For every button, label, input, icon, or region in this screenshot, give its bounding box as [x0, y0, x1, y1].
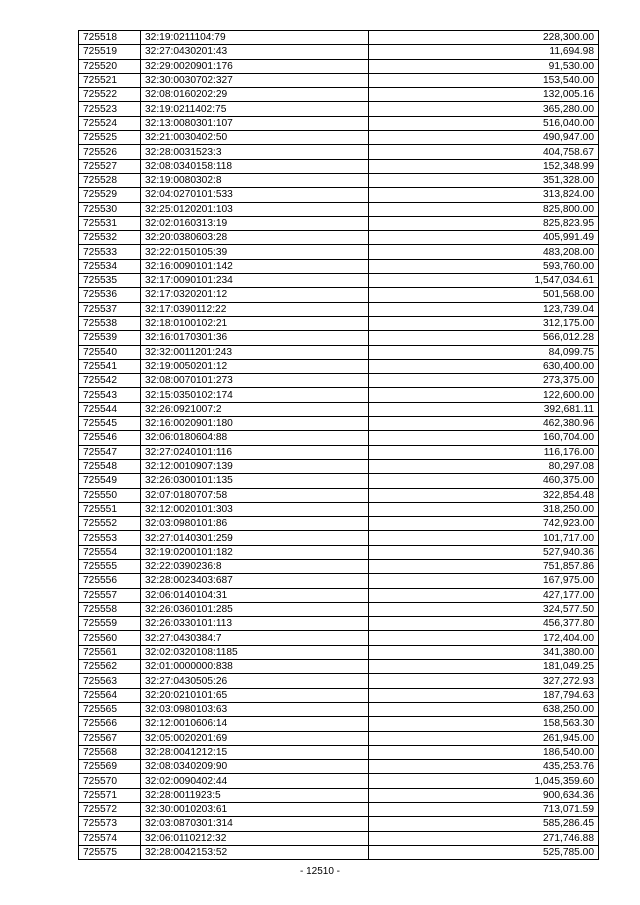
table-row: [79, 259, 599, 273]
cadastral-number-cell: 32:02:0320108:1185: [141, 645, 369, 659]
cadastral-number-cell: 32:28:0042153:52: [141, 845, 369, 859]
row-id-cell: 725530: [79, 202, 141, 216]
cadastral-number-cell: 32:25:0120201:103: [141, 202, 369, 216]
amount-cell: 11,694.98: [369, 45, 599, 59]
row-id-cell: 725533: [79, 245, 141, 259]
table-row: [79, 788, 599, 802]
page-number: - 12510 -: [299, 866, 341, 877]
row-id-cell: 725567: [79, 731, 141, 745]
table-row: [79, 88, 599, 102]
cadastral-number-cell: 32:12:0010606:14: [141, 717, 369, 731]
table-row: [79, 660, 599, 674]
table-row: [79, 359, 599, 373]
cadastral-number-cell: 32:01:0000000:838: [141, 660, 369, 674]
amount-cell: 460,375.00: [369, 474, 599, 488]
amount-cell: 318,250.00: [369, 502, 599, 516]
amount-cell: 566,012.28: [369, 331, 599, 345]
amount-cell: 435,253.76: [369, 760, 599, 774]
table-row: [79, 173, 599, 187]
cadastral-number-cell: 32:12:0010907:139: [141, 459, 369, 473]
row-id-cell: 725531: [79, 216, 141, 230]
row-id-cell: 725570: [79, 774, 141, 788]
amount-cell: 341,380.00: [369, 645, 599, 659]
amount-cell: 167,975.00: [369, 574, 599, 588]
table-row: [79, 717, 599, 731]
cadastral-number-cell: 32:27:0240101:116: [141, 445, 369, 459]
amount-cell: 501,568.00: [369, 288, 599, 302]
cadastral-number-cell: 32:15:0350102:174: [141, 388, 369, 402]
table-row: [79, 417, 599, 431]
amount-cell: 84,099.75: [369, 345, 599, 359]
cadastral-number-cell: 32:28:0023403:687: [141, 574, 369, 588]
table-row: [79, 216, 599, 230]
cadastral-number-cell: 32:28:0031523:3: [141, 145, 369, 159]
row-id-cell: 725568: [79, 745, 141, 759]
amount-cell: 392,681.11: [369, 402, 599, 416]
cadastral-number-cell: 32:19:0211104:79: [141, 31, 369, 45]
cadastral-number-cell: 32:27:0430201:43: [141, 45, 369, 59]
table-row: [79, 159, 599, 173]
row-id-cell: 725545: [79, 417, 141, 431]
table-row: [79, 102, 599, 116]
row-id-cell: 725532: [79, 231, 141, 245]
cadastral-number-cell: 32:27:0430505:26: [141, 674, 369, 688]
amount-cell: 186,540.00: [369, 745, 599, 759]
table-row: [79, 688, 599, 702]
amount-cell: 158,563.30: [369, 717, 599, 731]
row-id-cell: 725564: [79, 688, 141, 702]
amount-cell: 172,404.00: [369, 631, 599, 645]
cadastral-number-cell: 32:16:0170301:36: [141, 331, 369, 345]
cadastral-number-cell: 32:17:0320201:12: [141, 288, 369, 302]
row-id-cell: 725527: [79, 159, 141, 173]
row-id-cell: 725553: [79, 531, 141, 545]
row-id-cell: 725555: [79, 559, 141, 573]
amount-cell: 525,785.00: [369, 845, 599, 859]
amount-cell: 160,704.00: [369, 431, 599, 445]
table-row: [79, 302, 599, 316]
amount-cell: 91,530.00: [369, 59, 599, 73]
cadastral-number-cell: 32:08:0340209:90: [141, 760, 369, 774]
table-row: [79, 574, 599, 588]
amount-cell: 638,250.00: [369, 702, 599, 716]
row-id-cell: 725520: [79, 59, 141, 73]
cadastral-number-cell: 32:32:0011201:243: [141, 345, 369, 359]
row-id-cell: 725541: [79, 359, 141, 373]
table-row: [79, 631, 599, 645]
cadastral-number-cell: 32:27:0140301:259: [141, 531, 369, 545]
table-row: [79, 59, 599, 73]
amount-cell: 516,040.00: [369, 116, 599, 130]
table-row: [79, 845, 599, 859]
cadastral-number-cell: 32:26:0330101:113: [141, 617, 369, 631]
cadastral-number-cell: 32:06:0110212:32: [141, 831, 369, 845]
row-id-cell: 725574: [79, 831, 141, 845]
row-id-cell: 725562: [79, 660, 141, 674]
amount-cell: 527,940.36: [369, 545, 599, 559]
amount-cell: 181,049.25: [369, 660, 599, 674]
table-row: [79, 288, 599, 302]
table-row: [79, 331, 599, 345]
table-row: [79, 116, 599, 130]
row-id-cell: 725522: [79, 88, 141, 102]
amount-cell: 101,717.00: [369, 531, 599, 545]
row-id-cell: 725536: [79, 288, 141, 302]
cadastral-number-cell: 32:26:0300101:135: [141, 474, 369, 488]
table-row: [79, 316, 599, 330]
cadastral-number-cell: 32:28:0011923:5: [141, 788, 369, 802]
amount-cell: 462,380.96: [369, 417, 599, 431]
row-id-cell: 725519: [79, 45, 141, 59]
cadastral-number-cell: 32:16:0090101:142: [141, 259, 369, 273]
row-id-cell: 725546: [79, 431, 141, 445]
cadastral-number-cell: 32:06:0140104:31: [141, 588, 369, 602]
amount-cell: 585,286.45: [369, 817, 599, 831]
row-id-cell: 725554: [79, 545, 141, 559]
table-row: [79, 402, 599, 416]
amount-cell: 132,005.16: [369, 88, 599, 102]
cadastral-number-cell: 32:27:0430384:7: [141, 631, 369, 645]
cadastral-number-cell: 32:05:0020201:69: [141, 731, 369, 745]
row-id-cell: 725539: [79, 331, 141, 345]
cadastral-number-cell: 32:18:0100102:21: [141, 316, 369, 330]
amount-cell: 351,328.00: [369, 173, 599, 187]
amount-cell: 187,794.63: [369, 688, 599, 702]
table-body: [79, 31, 599, 860]
cadastral-number-cell: 32:13:0080301:107: [141, 116, 369, 130]
row-id-cell: 725557: [79, 588, 141, 602]
row-id-cell: 725528: [79, 173, 141, 187]
row-id-cell: 725571: [79, 788, 141, 802]
amount-cell: 1,547,034.61: [369, 274, 599, 288]
cadastral-number-cell: 32:04:0270101:533: [141, 188, 369, 202]
table-row: [79, 674, 599, 688]
amount-cell: 116,176.00: [369, 445, 599, 459]
amount-cell: 152,348.99: [369, 159, 599, 173]
table-row: [79, 502, 599, 516]
row-id-cell: 725542: [79, 374, 141, 388]
cadastral-number-cell: 32:30:0010203:61: [141, 803, 369, 817]
cadastral-number-cell: 32:22:0390236:8: [141, 559, 369, 573]
amount-cell: 313,824.00: [369, 188, 599, 202]
amount-cell: 322,854.48: [369, 488, 599, 502]
amount-cell: 273,375.00: [369, 374, 599, 388]
cadastral-number-cell: 32:07:0180707:58: [141, 488, 369, 502]
cadastral-number-cell: 32:19:0080302:8: [141, 173, 369, 187]
row-id-cell: 725549: [79, 474, 141, 488]
cadastral-number-cell: 32:12:0020101:303: [141, 502, 369, 516]
table-row: [79, 474, 599, 488]
cadastral-number-cell: 32:20:0210101:65: [141, 688, 369, 702]
amount-cell: 228,300.00: [369, 31, 599, 45]
amount-cell: 312,175.00: [369, 316, 599, 330]
table-row: [79, 374, 599, 388]
table-row: [79, 559, 599, 573]
row-id-cell: 725534: [79, 259, 141, 273]
row-id-cell: 725550: [79, 488, 141, 502]
row-id-cell: 725523: [79, 102, 141, 116]
amount-cell: 456,377.80: [369, 617, 599, 631]
cadastral-number-cell: 32:08:0160202:29: [141, 88, 369, 102]
cadastral-number-cell: 32:28:0041212:15: [141, 745, 369, 759]
row-id-cell: 725569: [79, 760, 141, 774]
cadastral-number-cell: 32:26:0360101:285: [141, 602, 369, 616]
cadastral-number-cell: 32:08:0340158:118: [141, 159, 369, 173]
amount-cell: 123,739.04: [369, 302, 599, 316]
amount-cell: 630,400.00: [369, 359, 599, 373]
table-row: [79, 73, 599, 87]
table-row: [79, 31, 599, 45]
table-row: [79, 202, 599, 216]
cadastral-number-cell: 32:16:0020901:180: [141, 417, 369, 431]
amount-cell: 825,823.95: [369, 216, 599, 230]
amount-cell: 80,297.08: [369, 459, 599, 473]
table-row: [79, 817, 599, 831]
row-id-cell: 725518: [79, 31, 141, 45]
table-row: [79, 488, 599, 502]
table-row: [79, 459, 599, 473]
table-row: [79, 774, 599, 788]
table-row: [79, 445, 599, 459]
amount-cell: 825,800.00: [369, 202, 599, 216]
row-id-cell: 725524: [79, 116, 141, 130]
table-row: [79, 145, 599, 159]
table-row: [79, 188, 599, 202]
amount-cell: 324,577.50: [369, 602, 599, 616]
cadastral-number-cell: 32:26:0921007:2: [141, 402, 369, 416]
row-id-cell: 725563: [79, 674, 141, 688]
amount-cell: 427,177.00: [369, 588, 599, 602]
cadastral-number-cell: 32:03:0980101:86: [141, 517, 369, 531]
cadastral-number-cell: 32:20:0380603:28: [141, 231, 369, 245]
table-row: [79, 588, 599, 602]
cadastral-number-cell: 32:03:0980103:63: [141, 702, 369, 716]
cadastral-number-cell: 32:17:0090101:234: [141, 274, 369, 288]
row-id-cell: 725535: [79, 274, 141, 288]
row-id-cell: 725538: [79, 316, 141, 330]
cadastral-number-cell: 32:03:0870301:314: [141, 817, 369, 831]
table-row: [79, 517, 599, 531]
amount-cell: 713,071.59: [369, 803, 599, 817]
row-id-cell: 725573: [79, 817, 141, 831]
table-row: [79, 531, 599, 545]
table-row: [79, 760, 599, 774]
row-id-cell: 725529: [79, 188, 141, 202]
table-row: [79, 388, 599, 402]
table-row: [79, 245, 599, 259]
cadastral-number-cell: 32:19:0200101:182: [141, 545, 369, 559]
row-id-cell: 725556: [79, 574, 141, 588]
row-id-cell: 725521: [79, 73, 141, 87]
amount-cell: 153,540.00: [369, 73, 599, 87]
cadastral-number-cell: 32:06:0180604:88: [141, 431, 369, 445]
amount-cell: 261,945.00: [369, 731, 599, 745]
table-row: [79, 131, 599, 145]
row-id-cell: 725559: [79, 617, 141, 631]
cadastral-number-cell: 32:29:0020901:176: [141, 59, 369, 73]
table-row: [79, 274, 599, 288]
amount-cell: 483,208.00: [369, 245, 599, 259]
row-id-cell: 725575: [79, 845, 141, 859]
cadastral-number-cell: 32:19:0050201:12: [141, 359, 369, 373]
amount-cell: 404,758.67: [369, 145, 599, 159]
table-row: [79, 745, 599, 759]
row-id-cell: 725547: [79, 445, 141, 459]
row-id-cell: 725560: [79, 631, 141, 645]
table-row: [79, 45, 599, 59]
cadastral-number-cell: 32:30:0030702:327: [141, 73, 369, 87]
cadastral-number-cell: 32:21:0030402:50: [141, 131, 369, 145]
row-id-cell: 725525: [79, 131, 141, 145]
amount-cell: 365,280.00: [369, 102, 599, 116]
row-id-cell: 725552: [79, 517, 141, 531]
table-row: [79, 617, 599, 631]
cadastral-number-cell: 32:08:0070101:273: [141, 374, 369, 388]
row-id-cell: 725543: [79, 388, 141, 402]
row-id-cell: 725566: [79, 717, 141, 731]
row-id-cell: 725548: [79, 459, 141, 473]
cadastral-number-cell: 32:02:0160313:19: [141, 216, 369, 230]
amount-cell: 742,923.00: [369, 517, 599, 531]
table-row: [79, 803, 599, 817]
table-row: [79, 231, 599, 245]
table-row: [79, 702, 599, 716]
table-row: [79, 831, 599, 845]
row-id-cell: 725558: [79, 602, 141, 616]
table-row: [79, 545, 599, 559]
amount-cell: 751,857.86: [369, 559, 599, 573]
table-row: [79, 602, 599, 616]
cadastral-number-cell: 32:17:0390112:22: [141, 302, 369, 316]
amount-cell: 900,634.36: [369, 788, 599, 802]
amount-cell: 405,991.49: [369, 231, 599, 245]
cadastral-number-cell: 32:02:0090402:44: [141, 774, 369, 788]
row-id-cell: 725540: [79, 345, 141, 359]
table-row: [79, 345, 599, 359]
cadastral-number-cell: 32:19:0211402:75: [141, 102, 369, 116]
amount-cell: 327,272.93: [369, 674, 599, 688]
row-id-cell: 725565: [79, 702, 141, 716]
amount-cell: 271,746.88: [369, 831, 599, 845]
row-id-cell: 725537: [79, 302, 141, 316]
row-id-cell: 725544: [79, 402, 141, 416]
amount-cell: 593,760.00: [369, 259, 599, 273]
amount-cell: 490,947.00: [369, 131, 599, 145]
table-row: [79, 431, 599, 445]
table-row: [79, 731, 599, 745]
amount-cell: 1,045,359.60: [369, 774, 599, 788]
cadastral-number-cell: 32:22:0150105:39: [141, 245, 369, 259]
amount-cell: 122,600.00: [369, 388, 599, 402]
row-id-cell: 725572: [79, 803, 141, 817]
data-table: [78, 30, 599, 860]
row-id-cell: 725551: [79, 502, 141, 516]
row-id-cell: 725526: [79, 145, 141, 159]
table-row: [79, 645, 599, 659]
row-id-cell: 725561: [79, 645, 141, 659]
